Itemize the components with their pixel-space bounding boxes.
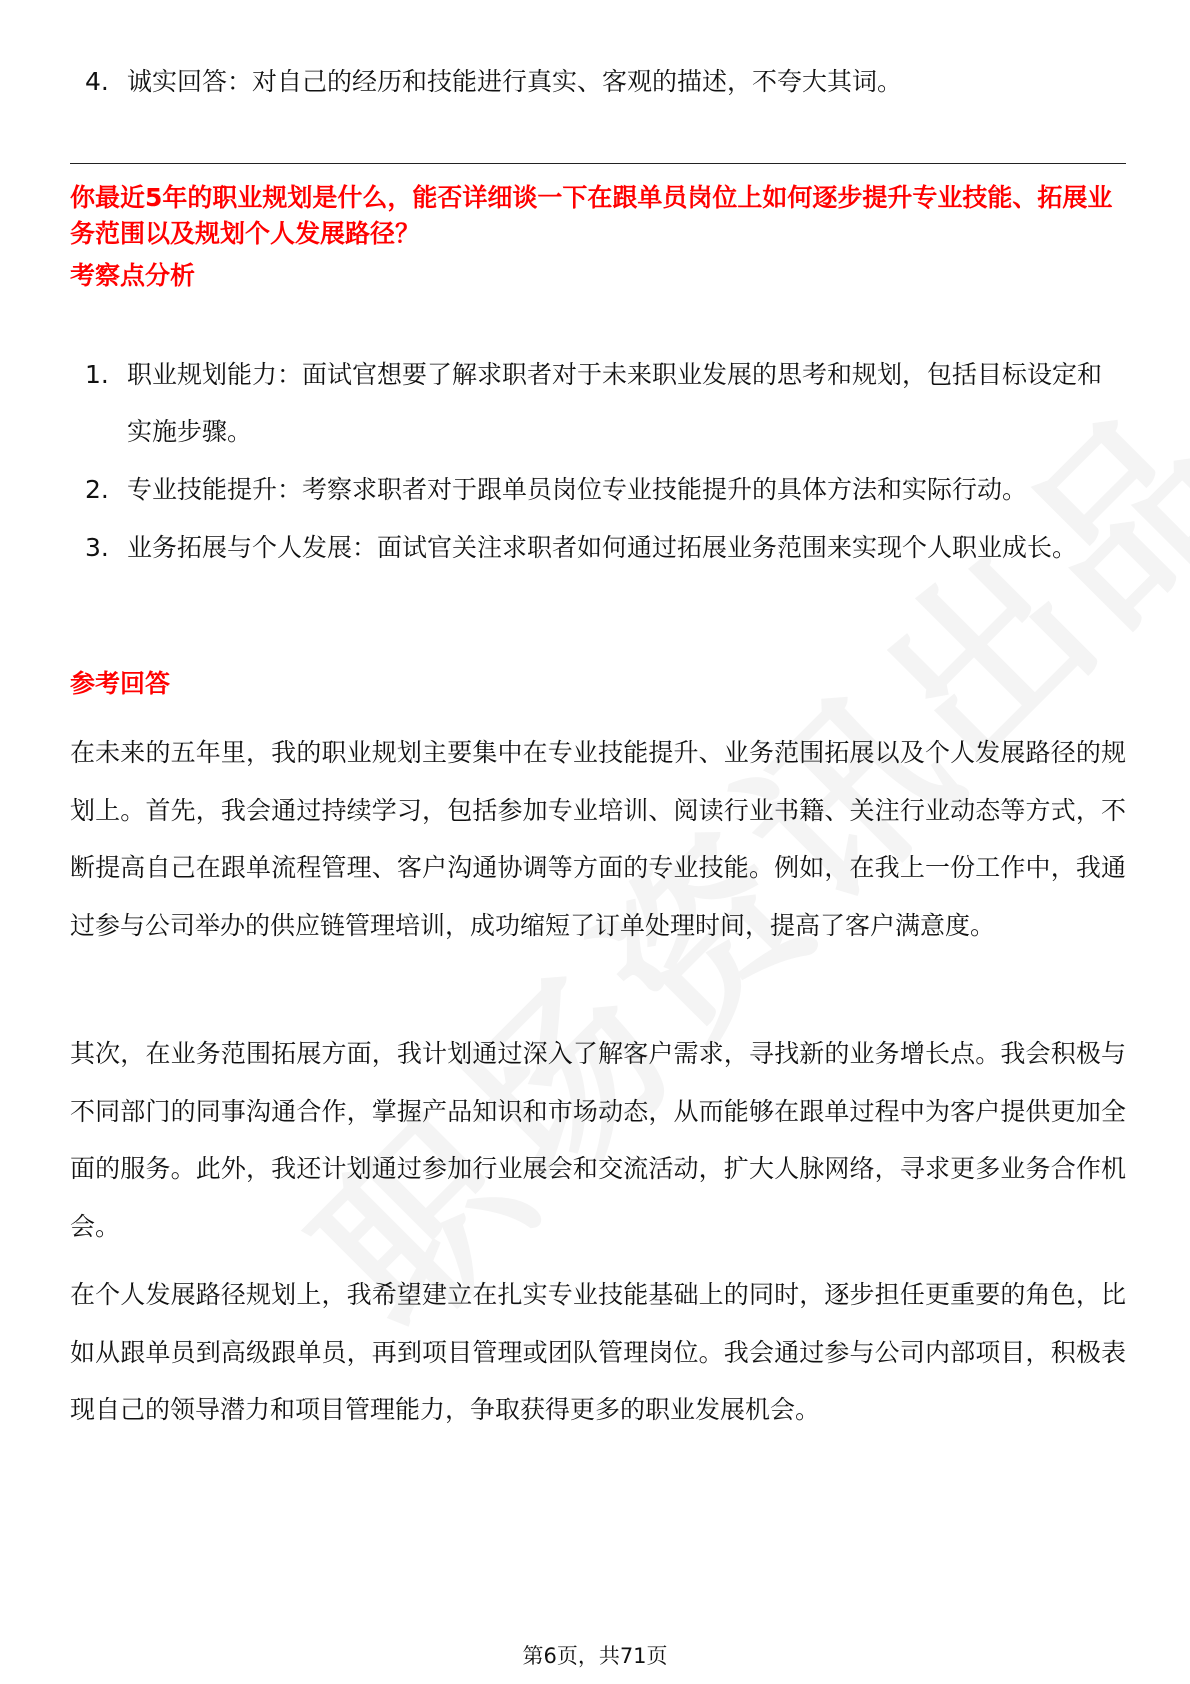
analysis-title: 考察点分析 xyxy=(70,261,196,290)
list-number: 4. xyxy=(85,67,109,96)
list-number: 1. xyxy=(85,360,109,389)
section-divider xyxy=(70,163,1126,164)
answer-paragraph-2: 其次，在业务范围拓展方面，我计划通过深入了解客户需求，寻找新的业务增长点。我会积极与不同部门的同事沟通合作，掌握产品知识和市场动态，从而能够在跟单过程中为客户提供更加全面的服务。此外，我还计划通过参加行业展会和交流活动，扩大人脉网络，寻求更多业务合作机会。 xyxy=(70,1039,1126,1241)
analysis-list xyxy=(85,346,1125,577)
list-item xyxy=(85,346,1125,460)
list-item-text: 诚实回答：对自己的经历和技能进行真实、客观的描述，不夸大其词。 xyxy=(127,67,903,96)
list-item-4 xyxy=(85,60,1125,104)
list-item-text: 职业规划能力：面试官想要了解求职者对于未来职业发展的思考和规划，包括目标设定和实施步骤。 xyxy=(127,360,1103,446)
list-number: 2. xyxy=(85,475,109,504)
answer-paragraph-1: 在未来的五年里，我的职业规划主要集中在专业技能提升、业务范围拓展以及个人发展路径的规划上。首先，我会通过持续学习，包括参加专业培训、阅读行业书籍、关注行业动态等方式，不断提高自己在跟单流程管理、客户沟通协调等方面的专业技能。例如，在我上一份工作中，我通过参与公司举办的供应链管理培训，成功缩短了订单处理时间，提高了客户满意度。 xyxy=(70,738,1126,940)
list-item xyxy=(85,461,1125,518)
list-item-text: 专业技能提升：考察求职者对于跟单员岗位专业技能提升的具体方法和实际行动。 xyxy=(127,475,1028,504)
list-item-text: 业务拓展与个人发展：面试官关注求职者如何通过拓展业务范围来实现个人职业成长。 xyxy=(127,533,1078,562)
answer-paragraph-3: 在个人发展路径规划上，我希望建立在扎实专业技能基础上的同时，逐步担任更重要的角色，比如从跟单员到高级跟单员，再到项目管理或团队管理岗位。我会通过参与公司内部项目，积极表现自己的领导潜力和项目管理能力，争取获得更多的职业发展机会。 xyxy=(70,1280,1126,1424)
question-heading: 你最近5年的职业规划是什么，能否详细谈一下在跟单员岗位上如何逐步提升专业技能、拓展业务范围以及规划个人发展路径？ xyxy=(70,183,1113,248)
page-footer: 第6页，共71页 xyxy=(522,1644,668,1668)
list-item xyxy=(85,519,1125,576)
list-number: 3. xyxy=(85,533,109,562)
answer-title: 参考回答 xyxy=(70,669,171,698)
